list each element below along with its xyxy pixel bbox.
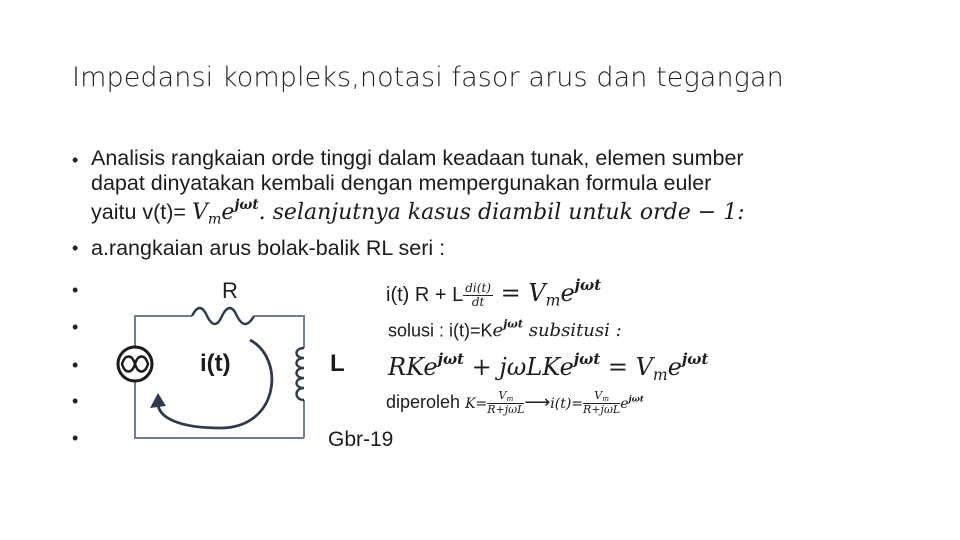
eq2-suffix: subsitusi :	[523, 320, 622, 342]
bullet-7: •	[72, 428, 79, 448]
eq4-den2: R+jωL	[583, 403, 621, 416]
inductor-label: L	[330, 350, 345, 377]
equation-4	[386, 390, 644, 416]
bullet-5: •	[72, 355, 79, 375]
eq3-a: RKe	[388, 353, 438, 382]
intro-vm-sub: m	[207, 211, 222, 228]
eq4-num2-sub: m	[602, 394, 609, 404]
slide-title: Impedansi kompleks,notasi fasor arus dan tegangan	[72, 62, 784, 93]
eq1-frac-num: di(t)	[465, 281, 491, 296]
subheading: a.rangkaian arus bolak-balik RL seri :	[91, 236, 446, 260]
resistor-icon	[192, 308, 254, 324]
intro-text-2: dapat dinyatakan kembali dengan mempergunakan formula euler	[91, 171, 712, 195]
arrow-head-icon	[150, 393, 166, 408]
bullet-1: •	[72, 150, 79, 170]
eq2-e: e	[492, 320, 504, 342]
eq4-fraction-1	[487, 390, 524, 416]
equation-3	[388, 350, 708, 384]
intro-text-1: Analisis rangkaian orde tinggi dalam keadaan tunak, elemen sumber	[91, 146, 744, 170]
equation-2	[388, 318, 622, 341]
intro-exp: jωt	[234, 197, 259, 213]
intro-line-3	[91, 197, 745, 228]
bullet-2: •	[72, 238, 79, 258]
eq3-c-exp: jωt	[681, 350, 709, 368]
eq1-left: i(t) R + L	[386, 284, 464, 307]
eq1-fraction	[463, 282, 493, 309]
eq2-prefix: solusi : i(t)=K	[388, 320, 493, 341]
eq3-b-exp: jωt	[573, 350, 601, 368]
eq1-right: = V	[492, 279, 546, 308]
bullet-6: •	[72, 391, 79, 411]
eq4-prefix: diperoleh	[386, 391, 466, 412]
bullet-4: •	[72, 317, 79, 337]
bullet-3: •	[72, 280, 79, 300]
eq4-i: i(t)=	[550, 395, 584, 412]
intro-text-3-suffix: . selanjutnya kasus diambil untuk orde − 1:	[258, 200, 745, 226]
intro-line-1	[91, 146, 744, 171]
eq3-b: + jωLKe	[463, 353, 574, 382]
eq1-e: e	[560, 279, 575, 308]
eq3-c-sub: m	[652, 365, 668, 384]
eq4-num2: V	[594, 389, 603, 402]
intro-vm: V	[191, 200, 208, 226]
figure-caption: Gbr-19	[328, 428, 394, 451]
eq1-sub: m	[545, 291, 561, 310]
wire-top-left	[135, 316, 192, 340]
eq3-e: e	[667, 353, 682, 382]
intro-text-3-prefix: yaitu v(t)=	[91, 200, 192, 225]
current-label: i(t)	[200, 350, 231, 377]
eq4-k: K=	[465, 395, 488, 412]
eq4-fraction-2	[583, 390, 620, 416]
wire-top-right	[254, 316, 304, 348]
eq3-a-exp: jωt	[437, 350, 464, 368]
eq4-num: V	[498, 389, 507, 402]
intro-line-2	[91, 171, 711, 196]
eq3-c: = V	[600, 353, 653, 382]
eq4-arrow: ⟶	[524, 391, 551, 412]
eq4-num-sub: m	[506, 394, 514, 404]
eq1-exp: jωt	[574, 276, 602, 294]
eq2-exp: jωt	[503, 318, 523, 331]
inductor-icon	[297, 348, 305, 400]
eq4-exp: jωt	[628, 394, 644, 405]
eq4-e: e	[620, 395, 629, 412]
eq1-frac-den: dt	[471, 295, 485, 310]
equation-1	[386, 276, 601, 310]
resistor-label: R	[222, 278, 238, 303]
intro-e: e	[221, 200, 235, 226]
eq4-den: R+jωL	[487, 403, 525, 416]
